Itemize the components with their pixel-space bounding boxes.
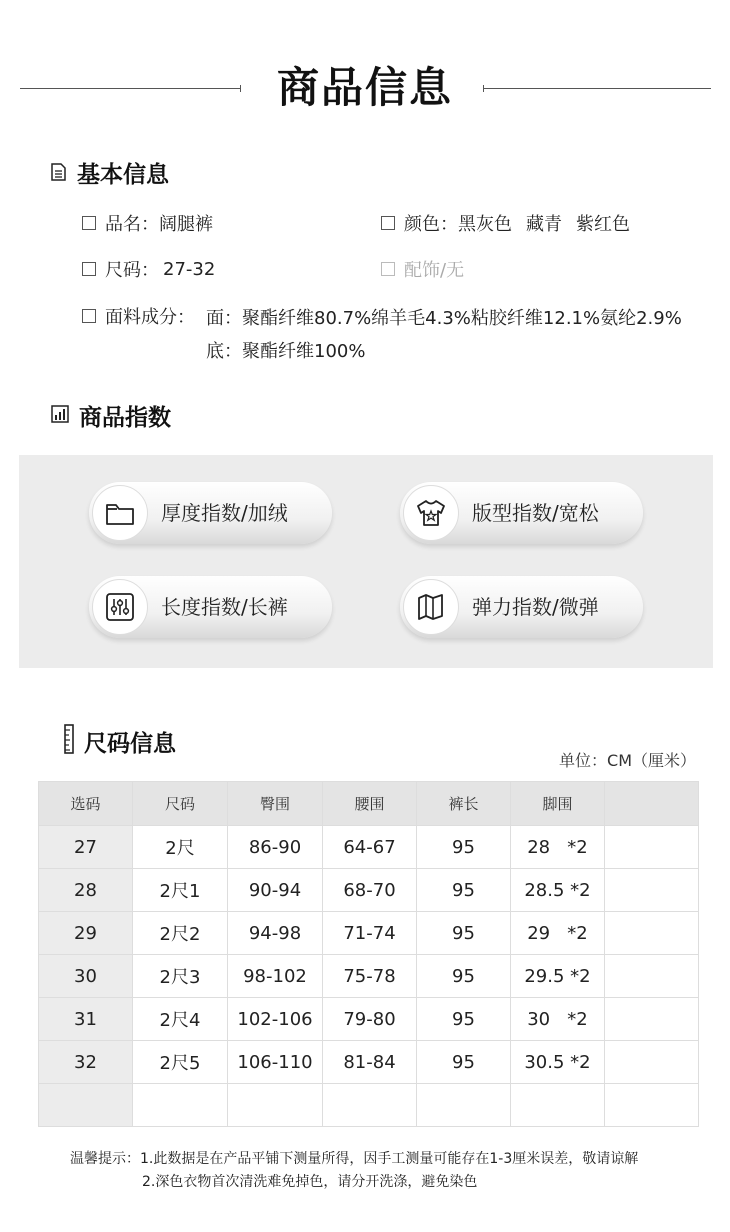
header-cell: 腰围 bbox=[323, 782, 417, 826]
table-cell: 31 bbox=[39, 998, 133, 1041]
page-title: 商品信息 bbox=[276, 63, 453, 112]
icon-badge bbox=[92, 579, 148, 635]
table-cell: 68-70 bbox=[323, 869, 417, 912]
accessory-label: 配饰/无 bbox=[404, 260, 465, 281]
checkbox-icon bbox=[381, 262, 395, 276]
table-cell: 75-78 bbox=[323, 955, 417, 998]
unit-label: 单位：CM（厘米） bbox=[559, 751, 696, 770]
table-cell bbox=[605, 955, 699, 998]
fit-index-label: 版型指数/宽松 bbox=[472, 501, 599, 525]
note-line-1: 温馨提示：1.此数据是在产品平铺下测量所得，因手工测量可能存在1-3厘米误差，敬请谅解 bbox=[70, 1151, 639, 1167]
table-cell: 106-110 bbox=[228, 1041, 323, 1084]
table-cell: 90-94 bbox=[228, 869, 323, 912]
header-cell: 裤长 bbox=[417, 782, 511, 826]
thickness-index-label: 厚度指数/加绒 bbox=[161, 501, 288, 525]
note-line-2: 2.深色衣物首次清洗难免掉色，请分开洗涤，避免染色 bbox=[142, 1174, 478, 1190]
size-info-title: 尺码信息 bbox=[84, 731, 176, 757]
table-cell: 30 bbox=[39, 955, 133, 998]
elasticity-index bbox=[400, 576, 643, 638]
table-cell: 2尺 bbox=[133, 826, 228, 869]
table-cell bbox=[605, 1084, 699, 1127]
table-row bbox=[39, 912, 699, 955]
table-cell: 95 bbox=[417, 912, 511, 955]
table-cell: 28 *2 bbox=[511, 826, 605, 869]
fabric-row bbox=[82, 303, 195, 329]
table-row bbox=[39, 998, 699, 1041]
fabric-face: 面：聚酯纤维80.7%绵羊毛4.3%粘胶纤维12.1%氨纶2.9% bbox=[206, 308, 682, 329]
header-cell: 臀围 bbox=[228, 782, 323, 826]
table-cell bbox=[605, 869, 699, 912]
fabric-base: 底：聚酯纤维100% bbox=[206, 341, 366, 362]
table-cell: 29 bbox=[39, 912, 133, 955]
header-cell: 脚围 bbox=[511, 782, 605, 826]
checkbox-icon bbox=[82, 262, 96, 276]
table-cell: 98-102 bbox=[228, 955, 323, 998]
table-cell: 29.5 *2 bbox=[511, 955, 605, 998]
icon-badge bbox=[403, 579, 459, 635]
length-index-label: 长度指数/长裤 bbox=[161, 595, 288, 619]
table-cell: 81-84 bbox=[323, 1041, 417, 1084]
size-table bbox=[38, 781, 699, 1127]
table-row bbox=[39, 955, 699, 998]
table-cell: 2尺4 bbox=[133, 998, 228, 1041]
length-index bbox=[89, 576, 332, 638]
table-cell: 102-106 bbox=[228, 998, 323, 1041]
table-row bbox=[39, 826, 699, 869]
table-cell: 86-90 bbox=[228, 826, 323, 869]
table-cell: 95 bbox=[417, 869, 511, 912]
table-row bbox=[39, 1041, 699, 1084]
header-cell bbox=[605, 782, 699, 826]
table-cell: 32 bbox=[39, 1041, 133, 1084]
basic-info-title: 基本信息 bbox=[77, 162, 169, 188]
checkbox-icon bbox=[82, 216, 96, 230]
table-cell: 95 bbox=[417, 1041, 511, 1084]
table-cell: 95 bbox=[417, 955, 511, 998]
table-header-row bbox=[39, 782, 699, 826]
tshirt-icon bbox=[415, 498, 447, 528]
table-row-empty bbox=[39, 1084, 699, 1127]
table-cell bbox=[605, 912, 699, 955]
table-cell: 2尺5 bbox=[133, 1041, 228, 1084]
table-cell bbox=[417, 1084, 511, 1127]
table-cell: 64-67 bbox=[323, 826, 417, 869]
color-label: 颜色： bbox=[404, 214, 458, 235]
table-cell: 28.5 *2 bbox=[511, 869, 605, 912]
table-cell bbox=[228, 1084, 323, 1127]
table-cell: 79-80 bbox=[323, 998, 417, 1041]
icon-badge bbox=[92, 485, 148, 541]
table-cell bbox=[133, 1084, 228, 1127]
color-value: 藏青 bbox=[526, 214, 562, 235]
table-cell: 2尺1 bbox=[133, 869, 228, 912]
care-notes bbox=[70, 1148, 638, 1194]
table-cell: 71-74 bbox=[323, 912, 417, 955]
checkbox-icon bbox=[381, 216, 395, 230]
table-cell: 27 bbox=[39, 826, 133, 869]
table-cell: 2尺3 bbox=[133, 955, 228, 998]
map-icon bbox=[416, 592, 446, 622]
ruler-icon bbox=[64, 724, 76, 754]
color-value: 黑灰色 bbox=[458, 214, 512, 235]
table-cell: 94-98 bbox=[228, 912, 323, 955]
header-cell: 选码 bbox=[39, 782, 133, 826]
size-range-row bbox=[82, 256, 215, 282]
table-cell: 95 bbox=[417, 998, 511, 1041]
color-value: 紫红色 bbox=[576, 214, 630, 235]
color-row bbox=[381, 210, 630, 236]
thickness-index bbox=[89, 482, 332, 544]
product-name-row bbox=[82, 210, 213, 236]
product-name-value: 阔腿裤 bbox=[159, 214, 213, 235]
table-cell: 28 bbox=[39, 869, 133, 912]
size-range-value: 27-32 bbox=[163, 258, 216, 280]
table-cell: 30 *2 bbox=[511, 998, 605, 1041]
table-cell bbox=[323, 1084, 417, 1127]
sliders-icon bbox=[105, 592, 135, 622]
fit-index bbox=[400, 482, 643, 544]
product-name-label: 品名： bbox=[105, 214, 159, 235]
fabric-label: 面料成分： bbox=[105, 307, 195, 328]
document-icon bbox=[51, 163, 66, 181]
elasticity-index-label: 弹力指数/微弹 bbox=[472, 595, 599, 619]
size-range-label: 尺码： bbox=[105, 260, 159, 281]
accessory-row bbox=[381, 256, 464, 282]
table-cell bbox=[39, 1084, 133, 1127]
table-cell bbox=[605, 1041, 699, 1084]
table-cell bbox=[511, 1084, 605, 1127]
checkbox-icon bbox=[82, 309, 96, 323]
table-cell: 29 *2 bbox=[511, 912, 605, 955]
table-cell: 2尺2 bbox=[133, 912, 228, 955]
icon-badge bbox=[403, 485, 459, 541]
bar-chart-icon bbox=[51, 405, 69, 423]
table-row bbox=[39, 869, 699, 912]
table-cell bbox=[605, 998, 699, 1041]
table-cell: 95 bbox=[417, 826, 511, 869]
header-cell: 尺码 bbox=[133, 782, 228, 826]
table-cell: 30.5 *2 bbox=[511, 1041, 605, 1084]
product-index-title: 商品指数 bbox=[79, 405, 171, 431]
table-cell bbox=[605, 826, 699, 869]
folder-icon bbox=[105, 500, 135, 526]
